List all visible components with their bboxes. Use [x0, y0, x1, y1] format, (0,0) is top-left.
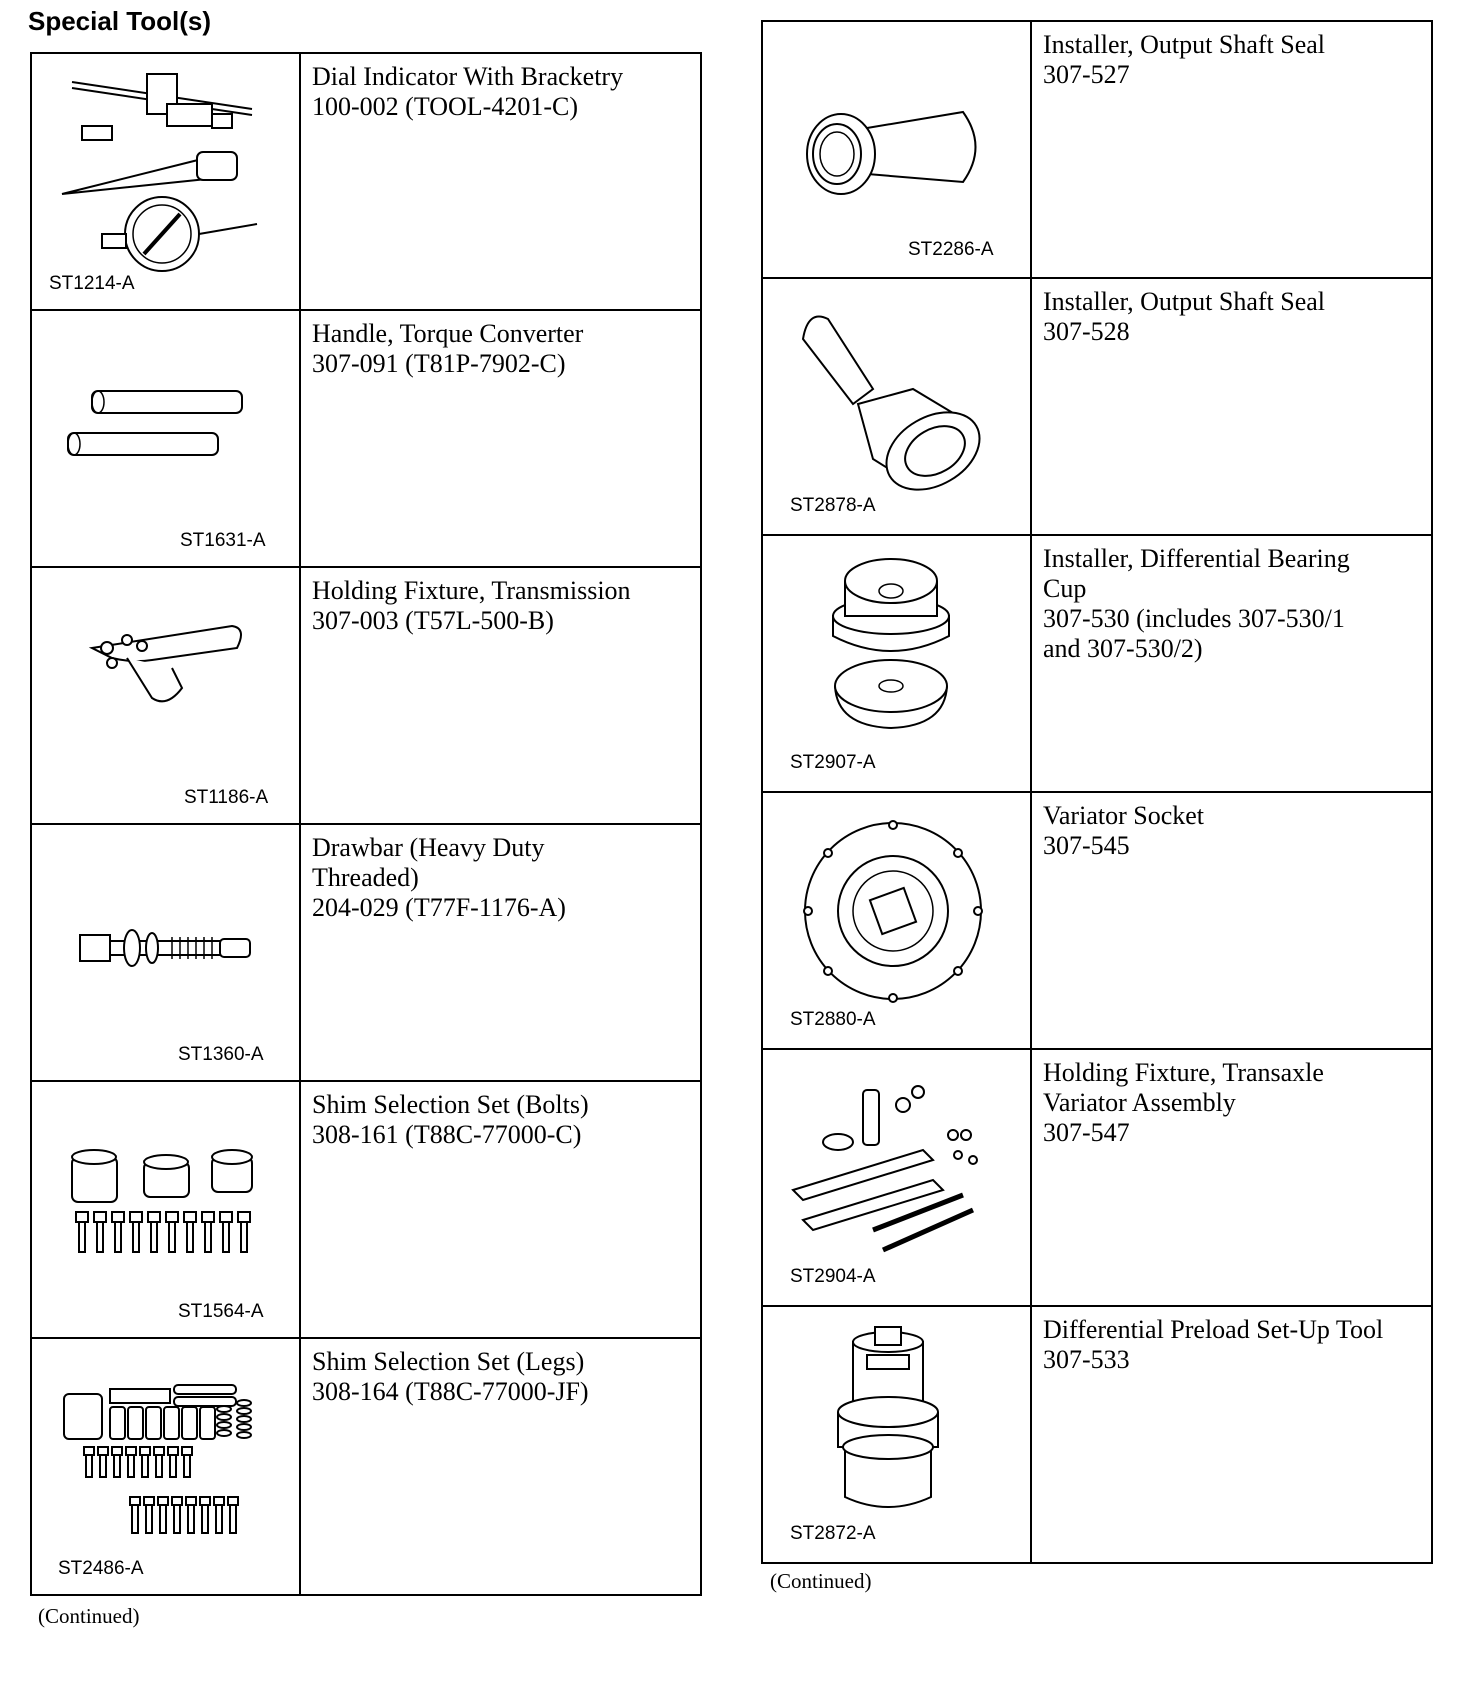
tool-name: Drawbar (Heavy Duty Threaded)	[312, 833, 545, 892]
tool-number: 307-527	[1043, 60, 1130, 89]
tool-row	[762, 1306, 1432, 1563]
tool-image-cell	[31, 1338, 300, 1595]
tool-image-cell	[762, 792, 1031, 1049]
tool-row	[762, 535, 1432, 792]
tool-code: ST1564-A	[178, 1301, 264, 1322]
tool-description-cell	[300, 1338, 701, 1595]
tool-image-cell	[762, 21, 1031, 278]
tool-image-cell	[31, 53, 300, 310]
tool-description-cell	[1031, 792, 1432, 1049]
tool-name: Differential Preload Set-Up Tool	[1043, 1315, 1384, 1344]
shim-set-bolts-icon	[32, 1082, 299, 1337]
tool-image-cell	[31, 310, 300, 567]
continued-note-left: (Continued)	[38, 1604, 140, 1628]
tool-image-cell	[762, 1049, 1031, 1306]
tool-name: Holding Fixture, Transmission	[312, 576, 631, 605]
tool-row	[31, 1081, 701, 1338]
tool-code: ST2486-A	[58, 1558, 144, 1579]
tool-row	[31, 1338, 701, 1595]
tool-description-cell	[1031, 1049, 1432, 1306]
drawbar-icon	[32, 825, 299, 1080]
tool-name: Installer, Differential Bearing Cup	[1043, 544, 1350, 603]
tool-row	[31, 567, 701, 824]
tool-code: ST1360-A	[178, 1044, 264, 1065]
tool-description-cell	[1031, 21, 1432, 278]
tool-number: 308-161 (T88C-77000-C)	[312, 1120, 582, 1149]
tool-description-cell	[1031, 535, 1432, 792]
tool-code: ST2872-A	[790, 1523, 876, 1544]
tool-number: 307-547	[1043, 1118, 1130, 1147]
tool-number: 204-029 (T77F-1176-A)	[312, 893, 566, 922]
tool-image-cell	[31, 567, 300, 824]
tool-code: ST1214-A	[49, 273, 135, 294]
tool-description-cell	[300, 1081, 701, 1338]
tool-name: Shim Selection Set (Legs)	[312, 1347, 585, 1376]
tool-number: 307-528	[1043, 317, 1130, 346]
tool-description-cell	[300, 824, 701, 1081]
tool-image-cell	[762, 535, 1031, 792]
tool-description-cell	[300, 567, 701, 824]
tool-name: Variator Socket	[1043, 801, 1205, 830]
tool-number: 307-545	[1043, 831, 1130, 860]
tool-name: Shim Selection Set (Bolts)	[312, 1090, 589, 1119]
tool-name: Installer, Output Shaft Seal	[1043, 287, 1326, 316]
tool-number: 100-002 (TOOL-4201-C)	[312, 92, 578, 121]
tool-number: 307-533	[1043, 1345, 1130, 1374]
continued-note-right: (Continued)	[770, 1569, 872, 1593]
tool-name: Holding Fixture, Transaxle Variator Assembly	[1043, 1058, 1324, 1117]
tool-code: ST2878-A	[790, 495, 876, 516]
special-tools-table-left	[30, 52, 702, 1596]
tool-name: Handle, Torque Converter	[312, 319, 584, 348]
tool-name: Installer, Output Shaft Seal	[1043, 30, 1326, 59]
holding-fixture-icon	[32, 568, 299, 823]
tool-image-cell	[762, 1306, 1031, 1563]
tool-code: ST2880-A	[790, 1009, 876, 1030]
tool-name: Dial Indicator With Bracketry	[312, 62, 624, 91]
tool-row	[762, 21, 1432, 278]
tool-description-cell	[1031, 1306, 1432, 1563]
tool-number: 307-530 (includes 307-530/1 and 307-530/2)	[1043, 604, 1345, 663]
tool-number: 307-003 (T57L-500-B)	[312, 606, 554, 635]
tool-row	[31, 310, 701, 567]
tool-code: ST1186-A	[184, 787, 269, 808]
tool-row	[31, 824, 701, 1081]
tool-row	[762, 278, 1432, 535]
torque-converter-handle-icon	[32, 311, 299, 566]
special-tools-table-right	[761, 20, 1433, 1564]
shim-set-legs-icon	[32, 1339, 299, 1594]
page-title: Special Tool(s)	[28, 6, 211, 36]
tool-code: ST2286-A	[908, 239, 994, 260]
dial-indicator-icon	[32, 54, 299, 309]
tool-row	[762, 1049, 1432, 1306]
tool-number: 308-164 (T88C-77000-JF)	[312, 1377, 589, 1406]
tool-number: 307-091 (T81P-7902-C)	[312, 349, 566, 378]
tool-code: ST2904-A	[790, 1266, 876, 1287]
tool-image-cell	[762, 278, 1031, 535]
tool-description-cell	[300, 53, 701, 310]
tool-description-cell	[300, 310, 701, 567]
tool-image-cell	[31, 824, 300, 1081]
tool-image-cell	[31, 1081, 300, 1338]
tool-description-cell	[1031, 278, 1432, 535]
tool-row	[762, 792, 1432, 1049]
tool-code: ST1631-A	[180, 530, 266, 551]
tool-row	[31, 53, 701, 310]
tool-code: ST2907-A	[790, 752, 876, 773]
